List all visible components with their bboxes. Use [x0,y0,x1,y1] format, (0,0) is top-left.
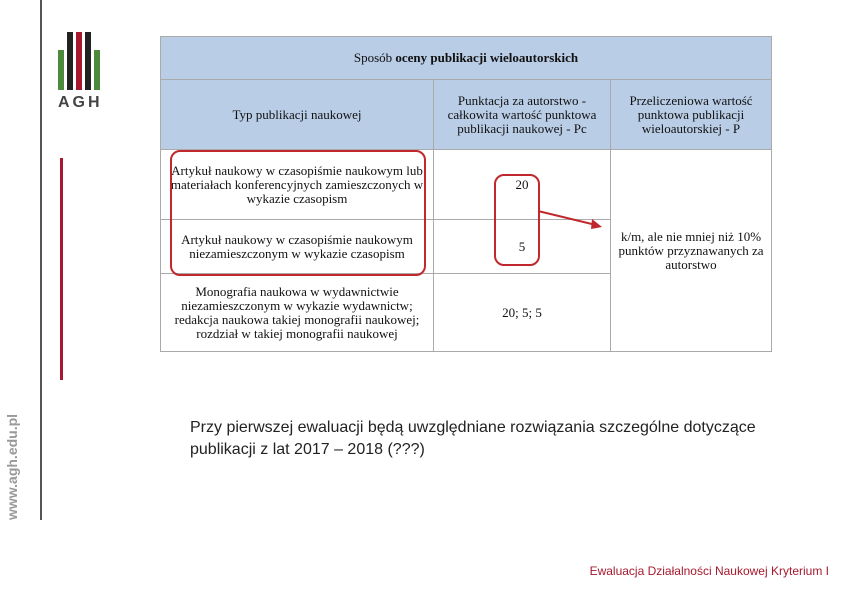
table-title: Sposób oceny publikacji wieloautorskich [161,37,772,80]
arrow-icon [536,205,606,233]
side-rule [40,0,42,520]
table-row-points: 5 [434,220,611,274]
col2-header: Punktacja za autorstwo - całkowita wartość punktowa publikacji naukowej - Pc [434,80,611,150]
side-url: www.agh.edu.pl [4,413,20,520]
highlight-oval [494,174,540,266]
highlight-oval [170,150,426,276]
note-text: Przy pierwszej ewaluacji będą uwzględniane rozwiązania szczególne dotyczące publikacji z lat 2017 – 2018 (???) [190,419,756,458]
col3-header: Przeliczeniowa wartość punktowa publikacji wieloautorskiej - P [611,80,772,150]
formula-cell: k/m, ale nie mniej niż 10% punktów przyznawanych za autorstwo [611,150,772,352]
col1-header: Typ publikacji naukowej [161,80,434,150]
footer-text: Ewaluacja Działalności Naukowej Kryterium I [589,564,829,578]
table-row-points: 20; 5; 5 [434,274,611,352]
accent-bar [60,158,63,380]
table-row-type: Artykuł naukowy w czasopiśmie naukowym lub materiałach konferencyjnych zamieszczonych w wykazie czasopism [161,150,434,220]
table-row-type: Artykuł naukowy w czasopiśmie naukowym niezamieszczonym w wykazie czasopism [161,220,434,274]
table-row-points: 20 [434,150,611,220]
logo-bars [58,32,114,90]
agh-logo [58,32,114,112]
table-row-type: Monografia naukowa w wydawnictwie niezamieszczonym w wykazie wydawnictw; redakcja naukowa takiej monografii naukowej; rozdział w takiej monografii naukowej [161,274,434,352]
logo-text: AGH [58,94,103,111]
